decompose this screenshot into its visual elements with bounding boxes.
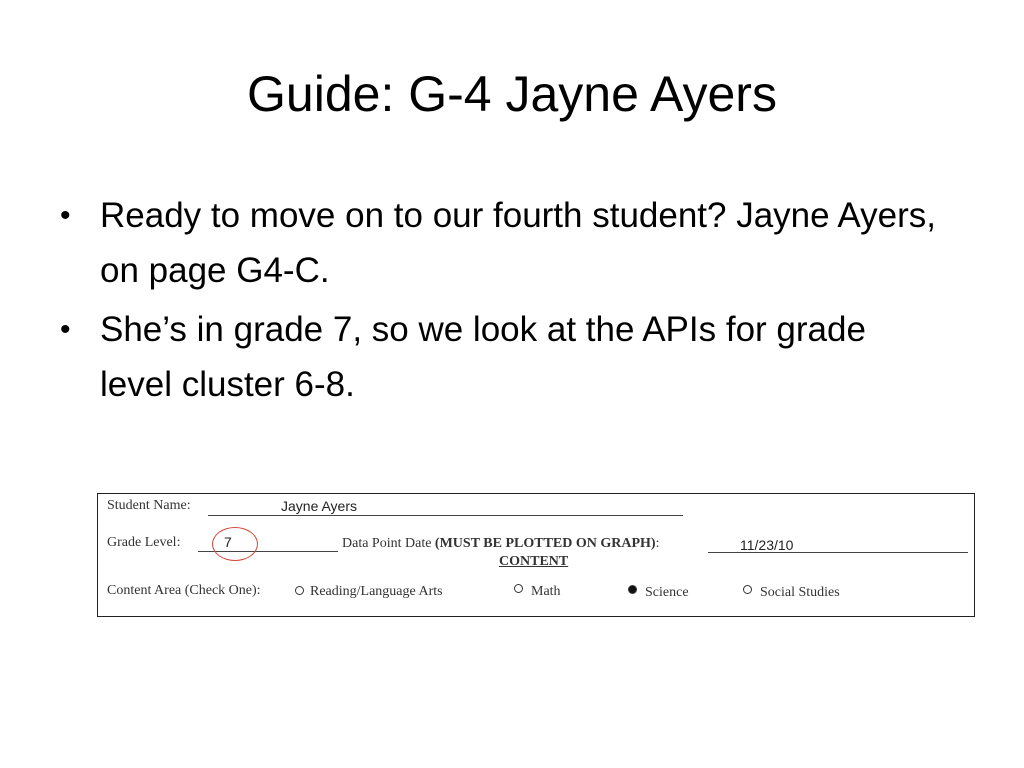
option-reading-label: Reading/Language Arts: [310, 584, 443, 599]
date-value: 11/23/10: [740, 537, 794, 553]
option-science-label: Science: [645, 585, 689, 600]
bullet-icon: •: [60, 199, 71, 232]
option-math-label: Math: [531, 584, 561, 599]
date-label-emphasis: (MUST BE PLOTTED ON GRAPH): [434, 536, 656, 551]
bullet-list: [60, 188, 940, 416]
scanned-form-excerpt: [97, 493, 975, 617]
radio-reading[interactable]: [295, 586, 304, 595]
student-name-value: Jayne Ayers: [281, 498, 358, 514]
grade-level-label: Grade Level:: [107, 535, 181, 550]
slide-title: Guide: G-4 Jayne Ayers: [247, 66, 777, 122]
bullet-text: She’s in grade 7, so we look at the APIs for grade level cluster 6-8.: [100, 310, 866, 404]
grade-level-value: 7: [224, 534, 232, 550]
grade-circle-annotation: [212, 527, 258, 561]
bullet-item: [60, 302, 940, 412]
date-label-text: Data Point Date: [342, 536, 432, 551]
student-name-underline: [208, 515, 683, 516]
radio-social-studies[interactable]: [743, 585, 752, 594]
radio-math[interactable]: [514, 584, 523, 593]
bullet-text: Ready to move on to our fourth student? Jayne Ayers, on page G4-C.: [100, 196, 936, 290]
content-area-label: Content Area (Check One):: [107, 583, 261, 598]
content-heading: CONTENT: [499, 554, 569, 569]
radio-science[interactable]: [628, 585, 637, 594]
bullet-icon: •: [60, 313, 71, 346]
date-label-colon: :: [655, 536, 660, 551]
option-social-studies-label: Social Studies: [760, 585, 840, 600]
bullet-item: [60, 188, 940, 298]
date-label: [342, 536, 659, 552]
student-name-label: Student Name:: [107, 498, 191, 513]
